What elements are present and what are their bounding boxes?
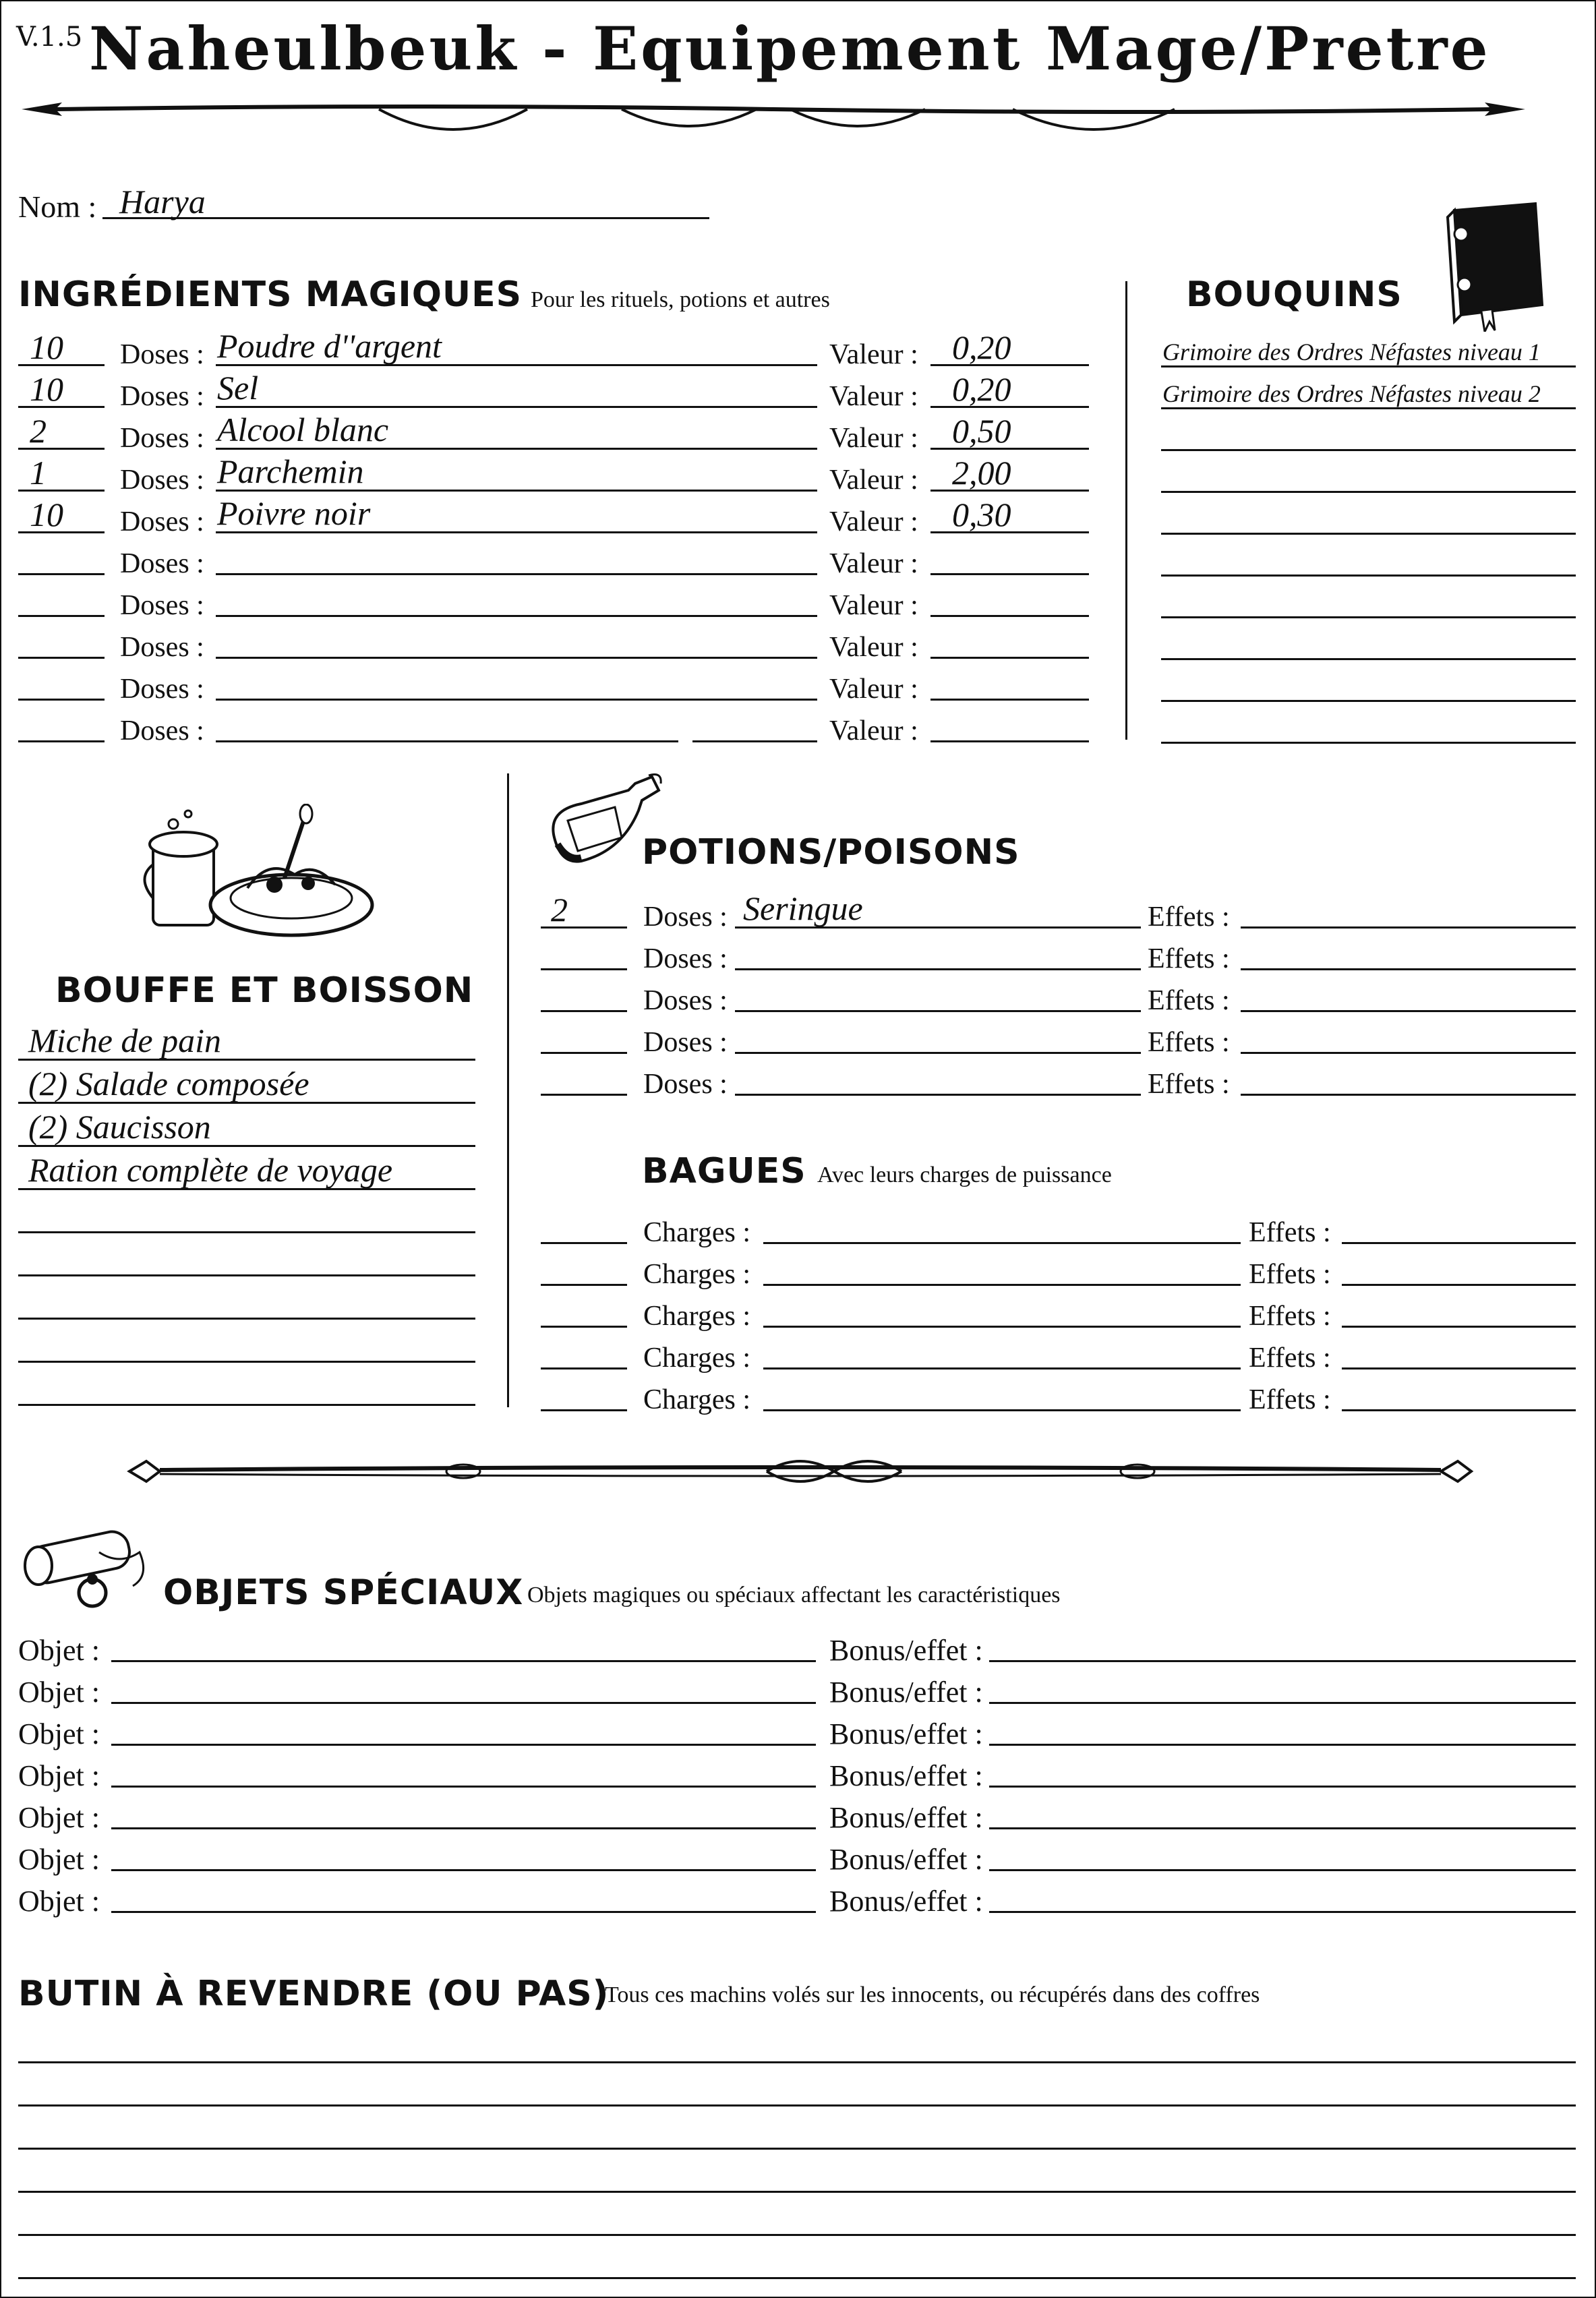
bague-qty-line[interactable] bbox=[541, 1367, 627, 1369]
bague-charges-line[interactable] bbox=[763, 1326, 1241, 1328]
bague-charges-label: Charges : bbox=[643, 1259, 751, 1290]
ingredient-name-line[interactable] bbox=[216, 615, 817, 617]
middle-divider bbox=[507, 773, 509, 1407]
potion-doses-label: Doses : bbox=[643, 1027, 728, 1058]
ingredient-doses-label: Doses : bbox=[120, 339, 204, 370]
bouquin-line[interactable] bbox=[1161, 574, 1576, 577]
bouffe-line[interactable] bbox=[18, 1361, 475, 1363]
bague-qty-line[interactable] bbox=[541, 1242, 627, 1244]
potion-effect-line[interactable] bbox=[1241, 926, 1576, 929]
ingredient-valeur-label: Valeur : bbox=[829, 423, 918, 454]
book-icon bbox=[1434, 197, 1549, 332]
potion-qty[interactable]: 2 bbox=[551, 891, 568, 929]
ingredient-name-line[interactable] bbox=[216, 657, 817, 659]
potion-effets-label: Effets : bbox=[1148, 902, 1230, 933]
ingredient-name[interactable]: Sel bbox=[217, 369, 259, 407]
bouquin-name[interactable]: Grimoire des Ordres Néfastes niveau 1 bbox=[1162, 338, 1541, 365]
ingredient-valeur-label: Valeur : bbox=[829, 674, 918, 705]
bouffe-item[interactable]: Ration complète de voyage bbox=[28, 1151, 393, 1189]
potion-effets-label: Effets : bbox=[1148, 985, 1230, 1016]
bague-effets-label: Effets : bbox=[1249, 1343, 1331, 1374]
bague-effect-line[interactable] bbox=[1342, 1326, 1576, 1328]
objet-line[interactable] bbox=[111, 1911, 816, 1913]
potion-doses-label: Doses : bbox=[643, 1069, 728, 1100]
ingredients-subtitle: Pour les rituels, potions et autres bbox=[531, 287, 830, 312]
ingredient-doses-label: Doses : bbox=[120, 715, 204, 746]
bouffe-title: BOUFFE ET BOISSON bbox=[55, 970, 474, 1011]
ingredient-qty-line[interactable] bbox=[18, 657, 105, 659]
ingredient-name[interactable]: Poivre noir bbox=[217, 494, 371, 532]
ingredient-value-line[interactable] bbox=[930, 573, 1089, 575]
ingredient-doses-label: Doses : bbox=[120, 632, 204, 663]
bague-effect-line[interactable] bbox=[1342, 1242, 1576, 1244]
bonus-label: Bonus/effet : bbox=[829, 1717, 983, 1750]
nom-label: Nom : bbox=[18, 189, 97, 224]
potion-name-line[interactable] bbox=[735, 1010, 1141, 1012]
potion-name-line[interactable] bbox=[735, 1052, 1141, 1054]
bouquin-line[interactable] bbox=[1161, 533, 1576, 535]
bouffe-line[interactable] bbox=[18, 1404, 475, 1406]
ingredient-valeur-label: Valeur : bbox=[829, 548, 918, 579]
bonus-line[interactable] bbox=[989, 1869, 1576, 1871]
objets-subtitle: Objets magiques ou spéciaux affectant les caractéristiques bbox=[527, 1583, 1061, 1608]
bonus-line[interactable] bbox=[989, 1911, 1576, 1913]
ingredient-qty-line[interactable] bbox=[18, 615, 105, 617]
bague-charges-label: Charges : bbox=[643, 1343, 751, 1374]
bouffe-item[interactable]: (2) Saucisson bbox=[28, 1108, 211, 1146]
bague-charges-line[interactable] bbox=[763, 1367, 1241, 1369]
ingredient-name[interactable]: Parchemin bbox=[217, 452, 364, 490]
bouquin-line[interactable] bbox=[1161, 658, 1576, 660]
objet-label: Objet : bbox=[18, 1717, 100, 1750]
potion-name-line[interactable] bbox=[735, 968, 1141, 970]
potion-qty-line[interactable] bbox=[541, 1052, 627, 1054]
ingredient-value[interactable]: 2,00 bbox=[952, 454, 1011, 492]
potion-qty-line[interactable] bbox=[541, 968, 627, 970]
bague-effets-label: Effets : bbox=[1249, 1217, 1331, 1248]
bouquin-line[interactable] bbox=[1161, 700, 1576, 702]
potion-qty-line[interactable] bbox=[541, 1094, 627, 1096]
bague-effect-line[interactable] bbox=[1342, 1409, 1576, 1411]
objet-line[interactable] bbox=[111, 1869, 816, 1871]
ingredient-qty[interactable]: 10 bbox=[30, 370, 63, 408]
bouquin-line[interactable] bbox=[1161, 365, 1576, 367]
butin-title: BUTIN À REVENDRE (OU PAS) bbox=[18, 1974, 610, 2014]
bonus-label: Bonus/effet : bbox=[829, 1759, 983, 1792]
bouquin-line[interactable] bbox=[1161, 491, 1576, 493]
ingredient-name-line[interactable] bbox=[216, 699, 817, 701]
butin-line[interactable] bbox=[18, 2277, 1576, 2279]
bague-charges-line[interactable] bbox=[763, 1284, 1241, 1286]
butin-line[interactable] bbox=[18, 2104, 1576, 2106]
ingredient-qty-line[interactable] bbox=[18, 573, 105, 575]
objet-label: Objet : bbox=[18, 1843, 100, 1876]
ingredient-doses-label: Doses : bbox=[120, 381, 204, 412]
potion-effect-line[interactable] bbox=[1241, 968, 1576, 970]
bagues-title: BAGUES bbox=[642, 1151, 806, 1191]
potion-effect-line[interactable] bbox=[1241, 1094, 1576, 1096]
ingredient-value-line[interactable] bbox=[930, 740, 1089, 742]
bonus-label: Bonus/effet : bbox=[829, 1676, 983, 1709]
objet-line[interactable] bbox=[111, 1744, 816, 1746]
ingredient-qty[interactable]: 10 bbox=[30, 328, 63, 366]
ingredient-value[interactable]: 0,50 bbox=[952, 412, 1011, 450]
bouquin-line[interactable] bbox=[1161, 449, 1576, 451]
bouffe-line[interactable] bbox=[18, 1318, 475, 1320]
butin-line[interactable] bbox=[18, 2234, 1576, 2236]
ingredient-value-line[interactable] bbox=[930, 657, 1089, 659]
objet-line[interactable] bbox=[111, 1702, 816, 1704]
bouquin-line[interactable] bbox=[1161, 616, 1576, 618]
bouquin-name[interactable]: Grimoire des Ordres Néfastes niveau 2 bbox=[1162, 380, 1541, 407]
ingredient-value[interactable]: 0,20 bbox=[952, 328, 1011, 366]
objet-label: Objet : bbox=[18, 1801, 100, 1834]
ingredient-valeur-label: Valeur : bbox=[829, 715, 918, 746]
bague-qty-line[interactable] bbox=[541, 1284, 627, 1286]
bouquins-divider bbox=[1125, 281, 1127, 740]
ingredient-valeur-label: Valeur : bbox=[829, 590, 918, 621]
bagues-subtitle: Avec leurs charges de puissance bbox=[817, 1162, 1112, 1187]
objet-line[interactable] bbox=[111, 1786, 816, 1788]
ingredient-value-line[interactable] bbox=[930, 615, 1089, 617]
staff-divider bbox=[126, 1444, 1475, 1498]
bonus-line[interactable] bbox=[989, 1660, 1576, 1662]
ingredient-valeur-label: Valeur : bbox=[829, 506, 918, 537]
potion-doses-label: Doses : bbox=[643, 902, 728, 933]
ingredient-doses-label: Doses : bbox=[120, 506, 204, 537]
objet-label: Objet : bbox=[18, 1634, 100, 1667]
scroll-ring-icon bbox=[18, 1512, 160, 1620]
butin-line[interactable] bbox=[18, 2148, 1576, 2150]
ingredient-value[interactable]: 0,20 bbox=[952, 370, 1011, 408]
nom-value[interactable]: Harya bbox=[119, 183, 206, 220]
ingredient-value-line[interactable] bbox=[930, 699, 1089, 701]
potion-doses-label: Doses : bbox=[643, 985, 728, 1016]
food-icon bbox=[140, 804, 376, 945]
ingredient-qty[interactable]: 10 bbox=[30, 496, 63, 533]
bague-charges-label: Charges : bbox=[643, 1301, 751, 1332]
objet-line[interactable] bbox=[111, 1660, 816, 1662]
potion-name[interactable]: Seringue bbox=[743, 889, 863, 927]
bouquin-line[interactable] bbox=[1161, 407, 1576, 409]
bonus-label: Bonus/effet : bbox=[829, 1634, 983, 1667]
potion-effets-label: Effets : bbox=[1148, 943, 1230, 974]
bouquins-title: BOUQUINS bbox=[1186, 274, 1402, 315]
page-title: Naheulbeuk - Equipement Mage/Pretre bbox=[89, 13, 1491, 84]
butin-subtitle: Tous ces machins volés sur les innocents, ou récupérés dans des coffres bbox=[605, 1982, 1260, 2007]
potion-doses-label: Doses : bbox=[643, 943, 728, 974]
ingredient-qty-line[interactable] bbox=[18, 699, 105, 701]
ingredient-doses-label: Doses : bbox=[120, 674, 204, 705]
ingredient-name-line[interactable] bbox=[216, 740, 678, 742]
potion-name-line[interactable] bbox=[735, 1094, 1141, 1096]
ingredient-qty[interactable]: 1 bbox=[30, 454, 47, 492]
objet-label: Objet : bbox=[18, 1759, 100, 1792]
ingredient-name-line[interactable] bbox=[216, 406, 817, 408]
ingredient-valeur-label: Valeur : bbox=[829, 381, 918, 412]
bague-effets-label: Effets : bbox=[1249, 1301, 1331, 1332]
version-label: V.1.5 bbox=[16, 22, 83, 53]
potion-effets-label: Effets : bbox=[1148, 1069, 1230, 1100]
bonus-label: Bonus/effet : bbox=[829, 1885, 983, 1918]
bague-charges-line[interactable] bbox=[763, 1242, 1241, 1244]
bague-qty-line[interactable] bbox=[541, 1326, 627, 1328]
bonus-line[interactable] bbox=[989, 1744, 1576, 1746]
ingredient-value[interactable]: 0,30 bbox=[952, 496, 1011, 533]
potion-effect-line[interactable] bbox=[1241, 1052, 1576, 1054]
bague-effets-label: Effets : bbox=[1249, 1384, 1331, 1415]
bouffe-line[interactable] bbox=[18, 1231, 475, 1233]
potion-effets-label: Effets : bbox=[1148, 1027, 1230, 1058]
ingredient-name[interactable]: Alcool blanc bbox=[217, 411, 389, 448]
ingredient-valeur-label: Valeur : bbox=[829, 632, 918, 663]
ingredient-doses-label: Doses : bbox=[120, 548, 204, 579]
ingredient-doses-label: Doses : bbox=[120, 590, 204, 621]
ingredient-valeur-label: Valeur : bbox=[829, 465, 918, 496]
bague-charges-label: Charges : bbox=[643, 1217, 751, 1248]
bouffe-item[interactable]: Miche de pain bbox=[28, 1022, 222, 1059]
ingredient-doses-label: Doses : bbox=[120, 465, 204, 496]
ingredient-name[interactable]: Poudre d''argent bbox=[217, 327, 442, 365]
bonus-label: Bonus/effet : bbox=[829, 1843, 983, 1876]
objets-title: OBJETS SPÉCIAUX bbox=[163, 1572, 524, 1613]
bague-charges-label: Charges : bbox=[643, 1384, 751, 1415]
bague-effect-line[interactable] bbox=[1342, 1284, 1576, 1286]
objet-line[interactable] bbox=[111, 1827, 816, 1829]
spear-divider bbox=[15, 89, 1532, 150]
bague-effets-label: Effets : bbox=[1249, 1259, 1331, 1290]
bonus-label: Bonus/effet : bbox=[829, 1801, 983, 1834]
bague-charges-line[interactable] bbox=[763, 1409, 1241, 1411]
ingredient-valeur-label: Valeur : bbox=[829, 339, 918, 370]
bonus-line[interactable] bbox=[989, 1786, 1576, 1788]
objet-label: Objet : bbox=[18, 1676, 100, 1709]
ingredient-qty[interactable]: 2 bbox=[30, 412, 47, 450]
ingredient-name-line-b[interactable] bbox=[692, 740, 817, 742]
bonus-line[interactable] bbox=[989, 1702, 1576, 1704]
butin-line[interactable] bbox=[18, 2061, 1576, 2063]
bouquin-line[interactable] bbox=[1161, 742, 1576, 744]
potions-title: POTIONS/POISONS bbox=[642, 832, 1020, 873]
potion-qty-line[interactable] bbox=[541, 1010, 627, 1012]
bague-effect-line[interactable] bbox=[1342, 1367, 1576, 1369]
bouffe-item[interactable]: (2) Salade composée bbox=[28, 1065, 309, 1102]
ingredient-doses-label: Doses : bbox=[120, 423, 204, 454]
ingredient-name-line[interactable] bbox=[216, 573, 817, 575]
objet-label: Objet : bbox=[18, 1885, 100, 1918]
potion-effect-line[interactable] bbox=[1241, 1010, 1576, 1012]
bouffe-line[interactable] bbox=[18, 1274, 475, 1276]
butin-line[interactable] bbox=[18, 2191, 1576, 2193]
bague-qty-line[interactable] bbox=[541, 1409, 627, 1411]
bonus-line[interactable] bbox=[989, 1827, 1576, 1829]
ingredients-title: INGRÉDIENTS MAGIQUES bbox=[18, 274, 523, 315]
ingredient-qty-line[interactable] bbox=[18, 740, 105, 742]
